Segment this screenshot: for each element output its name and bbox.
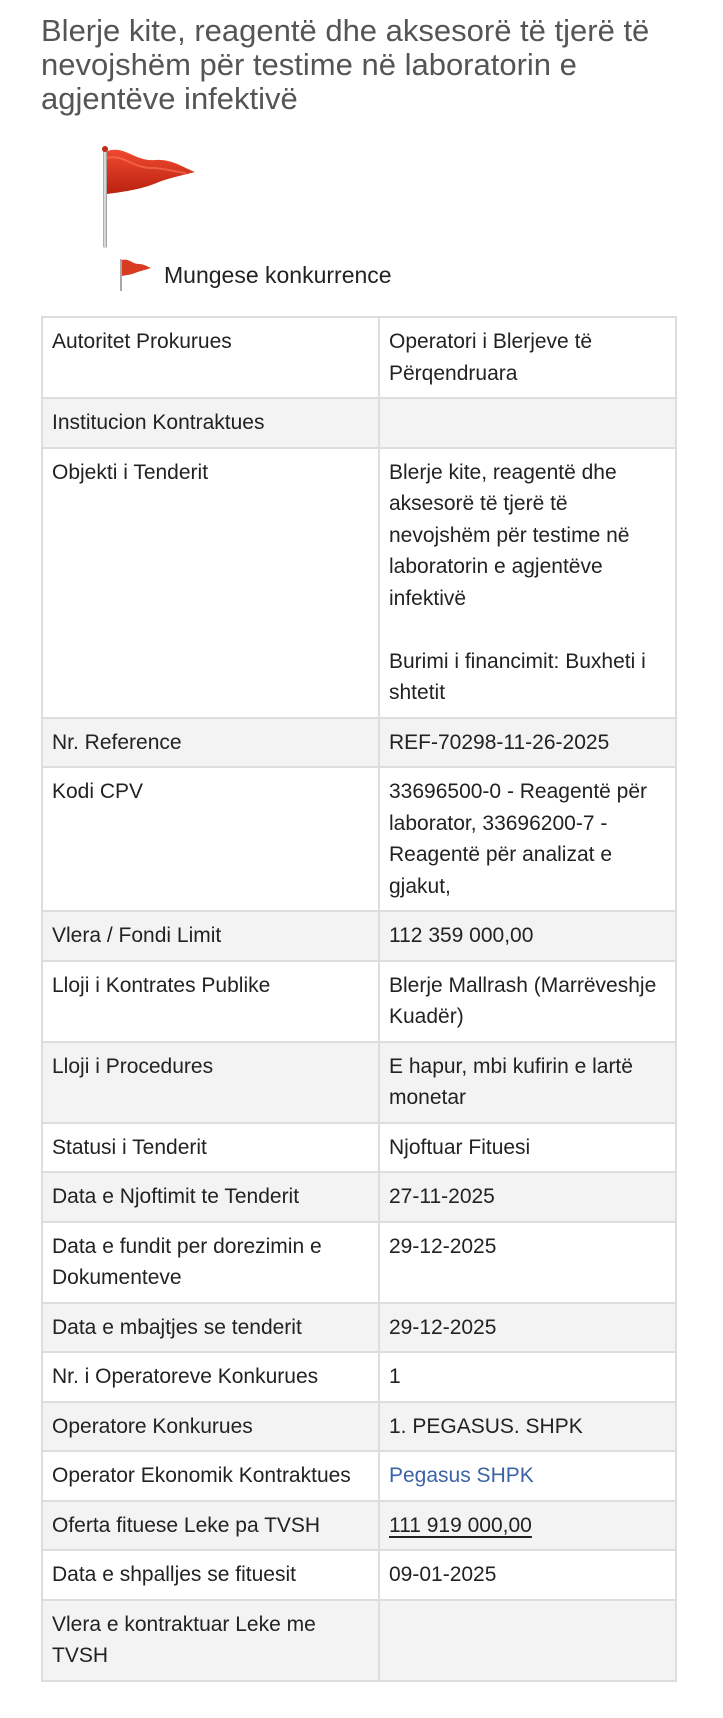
table-row [42, 448, 676, 718]
table-row [42, 1550, 676, 1600]
row-label: Institucion Kontraktues [42, 398, 379, 448]
row-label: Vlera e kontraktuar Leke me TVSH [42, 1600, 379, 1681]
row-value: Blerje Mallrash (Marrëveshje Kuadër) [379, 961, 676, 1042]
table-row [42, 317, 676, 398]
row-label: Kodi CPV [42, 767, 379, 911]
row-value [379, 448, 676, 718]
row-value [379, 1451, 676, 1501]
row-value: REF-70298-11-26-2025 [379, 718, 676, 768]
table-row [42, 1222, 676, 1303]
flag-label: Mungese konkurrence [164, 261, 392, 288]
table-row [42, 1123, 676, 1173]
table-row [42, 1451, 676, 1501]
row-value [379, 1501, 676, 1551]
table-row [42, 1402, 676, 1452]
row-value: 33696500-0 - Reagentë për laborator, 33696200-7 - Reagentë për analizat e gjakut, [379, 767, 676, 911]
row-label: Data e fundit per dorezimin e Dokumenteve [42, 1222, 379, 1303]
funding-source-text: Burimi i financimit: Buxheti i shtetit [389, 649, 646, 704]
row-label: Lloji i Procedures [42, 1042, 379, 1123]
table-row [42, 1501, 676, 1551]
row-label: Operator Ekonomik Kontraktues [42, 1451, 379, 1501]
row-value [379, 1600, 676, 1681]
row-value: 29-12-2025 [379, 1303, 676, 1353]
contractor-link[interactable]: Pegasus SHPK [389, 1464, 534, 1487]
small-red-flag-icon [118, 258, 154, 292]
tender-object-text: Blerje kite, reagentë dhe aksesorë të tjerë të nevojshëm për testime në laboratorin e agjentëve infektivë [389, 460, 630, 610]
red-flag-icon [100, 146, 204, 250]
table-row [42, 1042, 676, 1123]
row-label: Objekti i Tenderit [42, 448, 379, 718]
table-row [42, 961, 676, 1042]
table-row [42, 1303, 676, 1353]
row-value: 29-12-2025 [379, 1222, 676, 1303]
row-value: 1 [379, 1352, 676, 1402]
row-value: 09-01-2025 [379, 1550, 676, 1600]
row-value: 1. PEGASUS. SHPK [379, 1402, 676, 1452]
row-label: Vlera / Fondi Limit [42, 911, 379, 961]
table-row [42, 1172, 676, 1222]
row-label: Data e shpalljes se fituesit [42, 1550, 379, 1600]
row-value [379, 398, 676, 448]
table-row [42, 718, 676, 768]
table-row [42, 911, 676, 961]
row-label: Nr. i Operatoreve Konkurues [42, 1352, 379, 1402]
table-row [42, 1352, 676, 1402]
row-label: Data e mbajtjes se tenderit [42, 1303, 379, 1353]
table-row [42, 1600, 676, 1681]
row-label: Nr. Reference [42, 718, 379, 768]
row-value: Operatori i Blerjeve të Përqendruara [379, 317, 676, 398]
row-label: Statusi i Tenderit [42, 1123, 379, 1173]
winning-offer-link[interactable]: 111 919 000,00 [389, 1513, 532, 1537]
flag-indicator [118, 258, 392, 292]
row-value: E hapur, mbi kufirin e lartë monetar [379, 1042, 676, 1123]
page-title: Blerje kite, reagentë dhe aksesorë të tjerë të nevojshëm për testime në laboratorin e agjentëve infektivë [41, 13, 650, 116]
tender-details-table [41, 316, 677, 1682]
row-label: Autoritet Prokurues [42, 317, 379, 398]
row-label: Data e Njoftimit te Tenderit [42, 1172, 379, 1222]
row-label: Operatore Konkurues [42, 1402, 379, 1452]
row-label: Oferta fituese Leke pa TVSH [42, 1501, 379, 1551]
row-value: Njoftuar Fituesi [379, 1123, 676, 1173]
row-value: 27-11-2025 [379, 1172, 676, 1222]
table-row [42, 398, 676, 448]
table-row [42, 767, 676, 911]
row-label: Lloji i Kontrates Publike [42, 961, 379, 1042]
row-value: 112 359 000,00 [379, 911, 676, 961]
